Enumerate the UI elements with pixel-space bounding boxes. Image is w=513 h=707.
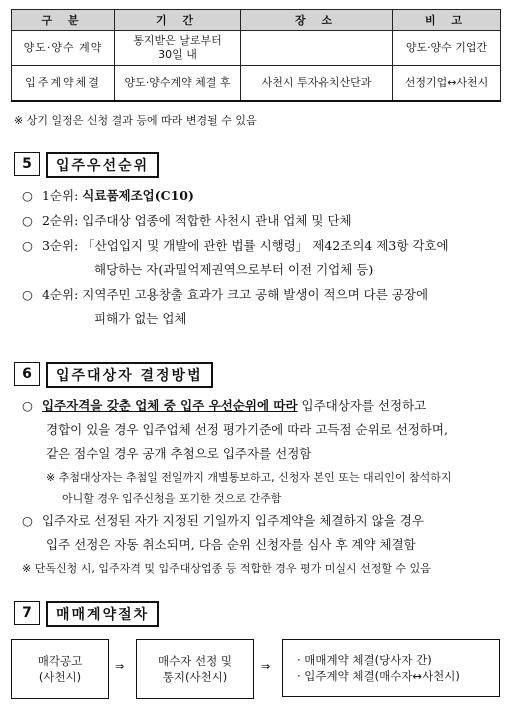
decision-para-2 bbox=[22, 511, 424, 529]
priority-item-4-cont: 피해가 없는 업체 bbox=[94, 311, 187, 326]
priority-label: 3순위: bbox=[41, 238, 79, 253]
priority-label: 1순위: bbox=[41, 188, 79, 203]
section-title: 입주대상자 결정방법 bbox=[46, 362, 213, 388]
table-row bbox=[12, 66, 501, 102]
decision-text: 입주대상자를 선정하고 bbox=[297, 398, 427, 413]
priority-text: 식료품제조업(C10) bbox=[82, 188, 194, 203]
section-number: 6 bbox=[14, 362, 40, 386]
priority-label: 2순위: bbox=[41, 213, 79, 228]
section-5-heading bbox=[14, 152, 159, 176]
col-header-place: 장 소 bbox=[241, 10, 393, 31]
flow-step-line: 매각공고 bbox=[37, 654, 83, 668]
flow-step-line: · 매매계약 체결(당사자 간) bbox=[297, 653, 432, 667]
col-header-remarks: 비 고 bbox=[393, 10, 501, 31]
cell bbox=[241, 31, 393, 66]
section-title: 매매계약절차 bbox=[46, 601, 159, 627]
cell: 양도·양수계약 체결 후 bbox=[115, 66, 241, 102]
decision-text: 입주자로 선정된 자가 지정된 기일까지 입주계약을 체결하지 않을 경우 bbox=[41, 513, 424, 528]
schedule-table bbox=[11, 9, 501, 102]
flow-arrow-icon: ⇒ bbox=[261, 660, 271, 673]
schedule-note: ※ 상기 일정은 신청 결과 등에 따라 변경될 수 있음 bbox=[14, 114, 257, 127]
decision-para-1 bbox=[22, 396, 426, 414]
col-header-category: 구 분 bbox=[12, 10, 115, 31]
section-7-heading bbox=[14, 601, 159, 625]
decision-para-2-l2: 입주 선정은 자동 취소되며, 다음 순위 신청자를 심사 후 계약 체결함 bbox=[46, 537, 416, 552]
priority-text: 입주대상 업종에 적합한 사천시 관내 업체 및 단체 bbox=[82, 213, 352, 228]
flow-arrow-icon: ⇒ bbox=[115, 660, 125, 673]
section-6-heading bbox=[14, 362, 213, 386]
cell: 양도·양수 계약 bbox=[12, 31, 115, 66]
section-title: 입주우선순위 bbox=[46, 152, 159, 178]
flow-step-line: 통지(사천시) bbox=[162, 670, 228, 684]
flow-step-1 bbox=[11, 639, 109, 699]
section-number: 5 bbox=[14, 152, 40, 176]
flow-step-line: · 입주계약 체결(매수자↔사천시) bbox=[297, 669, 460, 683]
bullet: ○ bbox=[22, 213, 33, 228]
flow-step-line: (사천시) bbox=[38, 670, 82, 684]
decision-para-1-l3: 같은 점수일 경우 공개 추첨으로 입주자를 선정함 bbox=[46, 446, 312, 461]
cell: 양도·양수 기업간 bbox=[393, 31, 501, 66]
table-row bbox=[12, 31, 501, 66]
section-number: 7 bbox=[14, 601, 40, 625]
priority-text: 「산업입지 및 개발에 관한 법률 시행령」 제42조의4 제3항 각호에 bbox=[82, 238, 449, 253]
bullet: ○ bbox=[22, 188, 33, 203]
table-header-row bbox=[12, 10, 501, 31]
bullet: ○ bbox=[22, 238, 33, 253]
priority-item-3 bbox=[22, 236, 449, 254]
flow-step-line: 매수자 선정 및 bbox=[158, 654, 232, 668]
priority-text: 지역주민 고용창출 효과가 크고 공해 발생이 적으며 다른 공장에 bbox=[82, 287, 429, 302]
cell: 통지받은 날로부터 30일 내 bbox=[115, 31, 241, 66]
priority-item-1 bbox=[22, 186, 194, 204]
bullet: ○ bbox=[22, 513, 33, 528]
priority-item-3-cont: 해당하는 자(과밀억제권역으로부터 이전 기업체 등) bbox=[94, 262, 374, 277]
flow-step-3 bbox=[282, 639, 500, 697]
decision-para-1-l2: 경합이 있을 경우 입주업체 선정 평가기준에 따라 고득점 순위로 선정하며, bbox=[46, 422, 448, 437]
cell: 선정기업↔사천시 bbox=[393, 66, 501, 102]
decision-subnote-l1: ※ 추첨대상자는 추첨일 전일까지 개별통보하고, 신청자 본인 또는 대리인이 참석하지 bbox=[46, 471, 452, 484]
bullet: ○ bbox=[22, 398, 33, 413]
col-header-period: 기 간 bbox=[115, 10, 241, 31]
bullet: ○ bbox=[22, 287, 33, 302]
decision-emphasis: 입주자격을 갖춘 업체 중 입주 우선순위에 따라 bbox=[41, 398, 298, 413]
priority-item-2 bbox=[22, 211, 352, 229]
flow-step-2 bbox=[136, 639, 254, 699]
decision-note: ※ 단독신청 시, 입주자격 및 입주대상업종 등 적합한 경우 평가 미실시 선정할 수 있음 bbox=[22, 562, 431, 575]
cell: 입주계약체결 bbox=[12, 66, 115, 102]
decision-subnote-l2: 아니할 경우 입주신청을 포기한 것으로 간주함 bbox=[62, 492, 282, 505]
priority-item-4 bbox=[22, 285, 428, 303]
cell: 사천시 투자유치산단과 bbox=[241, 66, 393, 102]
priority-label: 4순위: bbox=[41, 287, 79, 302]
